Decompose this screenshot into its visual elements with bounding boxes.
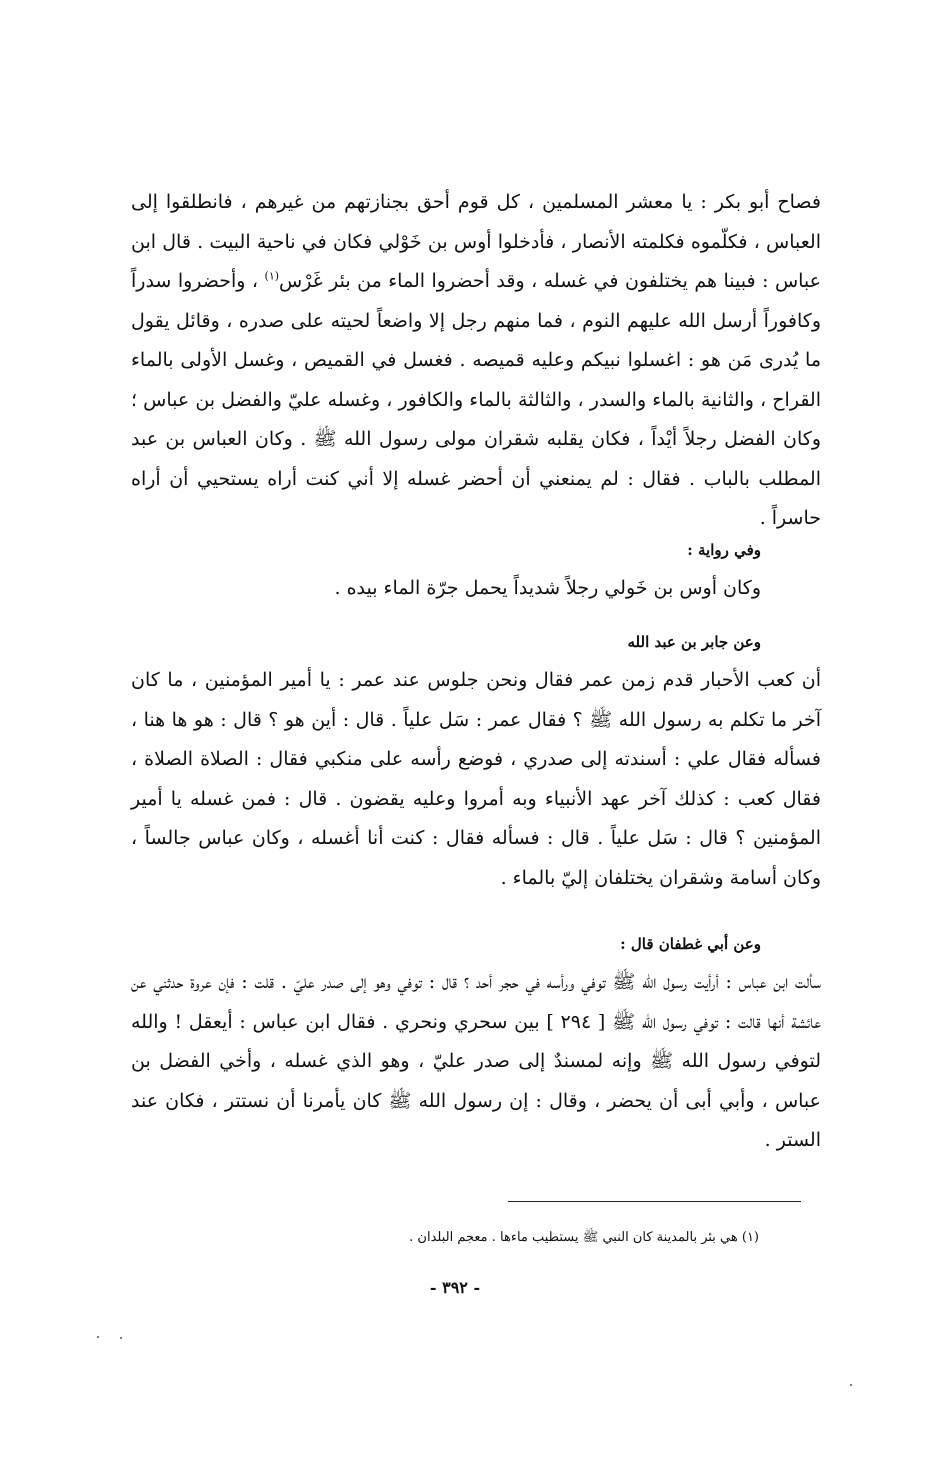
- paragraph-text: وكان أوس بن خَولي رجلاً شديداً يحمل جرّة الماء بيده .: [334, 577, 761, 599]
- footnote-marker: (١): [264, 269, 280, 283]
- paragraph-aws: [141, 569, 761, 609]
- paragraph-text: سألت ابن عباس : أرأيت رسول الله ﷺ توفي ورأسه في حجر أحد ؟ قال : توفي وهو إلى صدر عليّ . قلت : فإن عروة حدثني عن عائشة أنها قالت : توفي رسول الله ﷺ [ ٢٩٤ ] بين سحري ونحري . فقال ابن عباس : أيعقل ! والله لتوفي رسول الله ﷺ وإنه لمسندٌ إلى صدر عليّ ، وهو الذي غسله ، وأخي الفضل بن عباس ، وأبي أبى أن يحضر ، وقال : إن رسول الله ﷺ كان يأمرنا أن نستتر ، فكان عند الستر .: [131, 971, 821, 1151]
- scan-speck: [97, 1336, 99, 1338]
- paragraph-text: فصاح أبو بكر : يا معشر المسلمين ، كل قوم أحق بجنازتهم من غيرهم ، فانطلقوا إلى العباس ، فكلّموه فكلمته الأنصار ، فأدخلوا أوس بن خَوْلي فكان في ناحية البيت . قال ابن عباس : فبينا هم يختلفون في غسله ، وقد أحضروا الماء من بئر غَرْس: [131, 191, 821, 292]
- paragraph-text: أن كعب الأحبار قدم زمن عمر فقال ونحن جلوس عند عمر : يا أمير المؤمنين ، ما كان آخر ما تكلم به رسول الله ﷺ ؟ فقال عمر : سَل علياً . قال : أين هو ؟ قال : هو ها هنا ، فسأله فقال علي : أسندته إلى صدري ، فوضع رأسه على منكبي فقال : الصلاة الصلاة ، فقال كعب : كذلك آخر عهد الأنبياء وبه أمروا وعليه يقضون . قال : فمن غسله يا أمير المؤمنين ؟ قال : سَل علياً . قال : فسأله فقال : كنت أنا أغسله ، وكان عباس جالساً ، وكان أسامة وشقران يختلفان إليّ بالماء .: [131, 669, 821, 889]
- footnote: (١) هي بئر بالمدينة كان النبي ﷺ يستطيب ماءها . معجم البلدان .: [409, 1230, 759, 1245]
- paragraph-kaab: [131, 661, 821, 898]
- paragraph-text-continued: ، وأحضروا سدراً وكافوراً أرسل الله عليهم النوم ، فما منهم رجل إلا واضعاً لحيته على صدره ، وقائل يقول ما يُدرى مَن هو : اغسلوا نبيكم وعليه قميصه . فغسل في القميص ، وغسل الأولى بالماء القراح ، والثانية بالماء والسدر ، والثالثة بالماء والكافور ، وغسله عليّ والفضل بن عباس ؛ وكان الفضل رجلاً أيْداً ، فكان يقلبه شقران مولى رسول الله ﷺ . وكان العباس بن عبد المطلب بالباب . فقال : لم يمنعني أن أحضر غسله إلا أني كنت أراه يستحيي أن أراه حاسراً .: [131, 270, 821, 529]
- heading-jabir: وعن جابر بن عبد الله: [627, 633, 761, 651]
- scan-speck: [850, 1384, 852, 1386]
- footnote-divider: [508, 1201, 801, 1202]
- heading-riwaya: وفي رواية :: [687, 541, 761, 559]
- heading-abu-ghatafan: وعن أبي غطفان قال :: [620, 935, 761, 953]
- scan-speck: [120, 1337, 122, 1339]
- paragraph-ibn-abbas: [131, 963, 821, 1161]
- paragraph-abu-bakr: [131, 183, 821, 539]
- page-number: - ٣٩٢ -: [429, 1278, 481, 1297]
